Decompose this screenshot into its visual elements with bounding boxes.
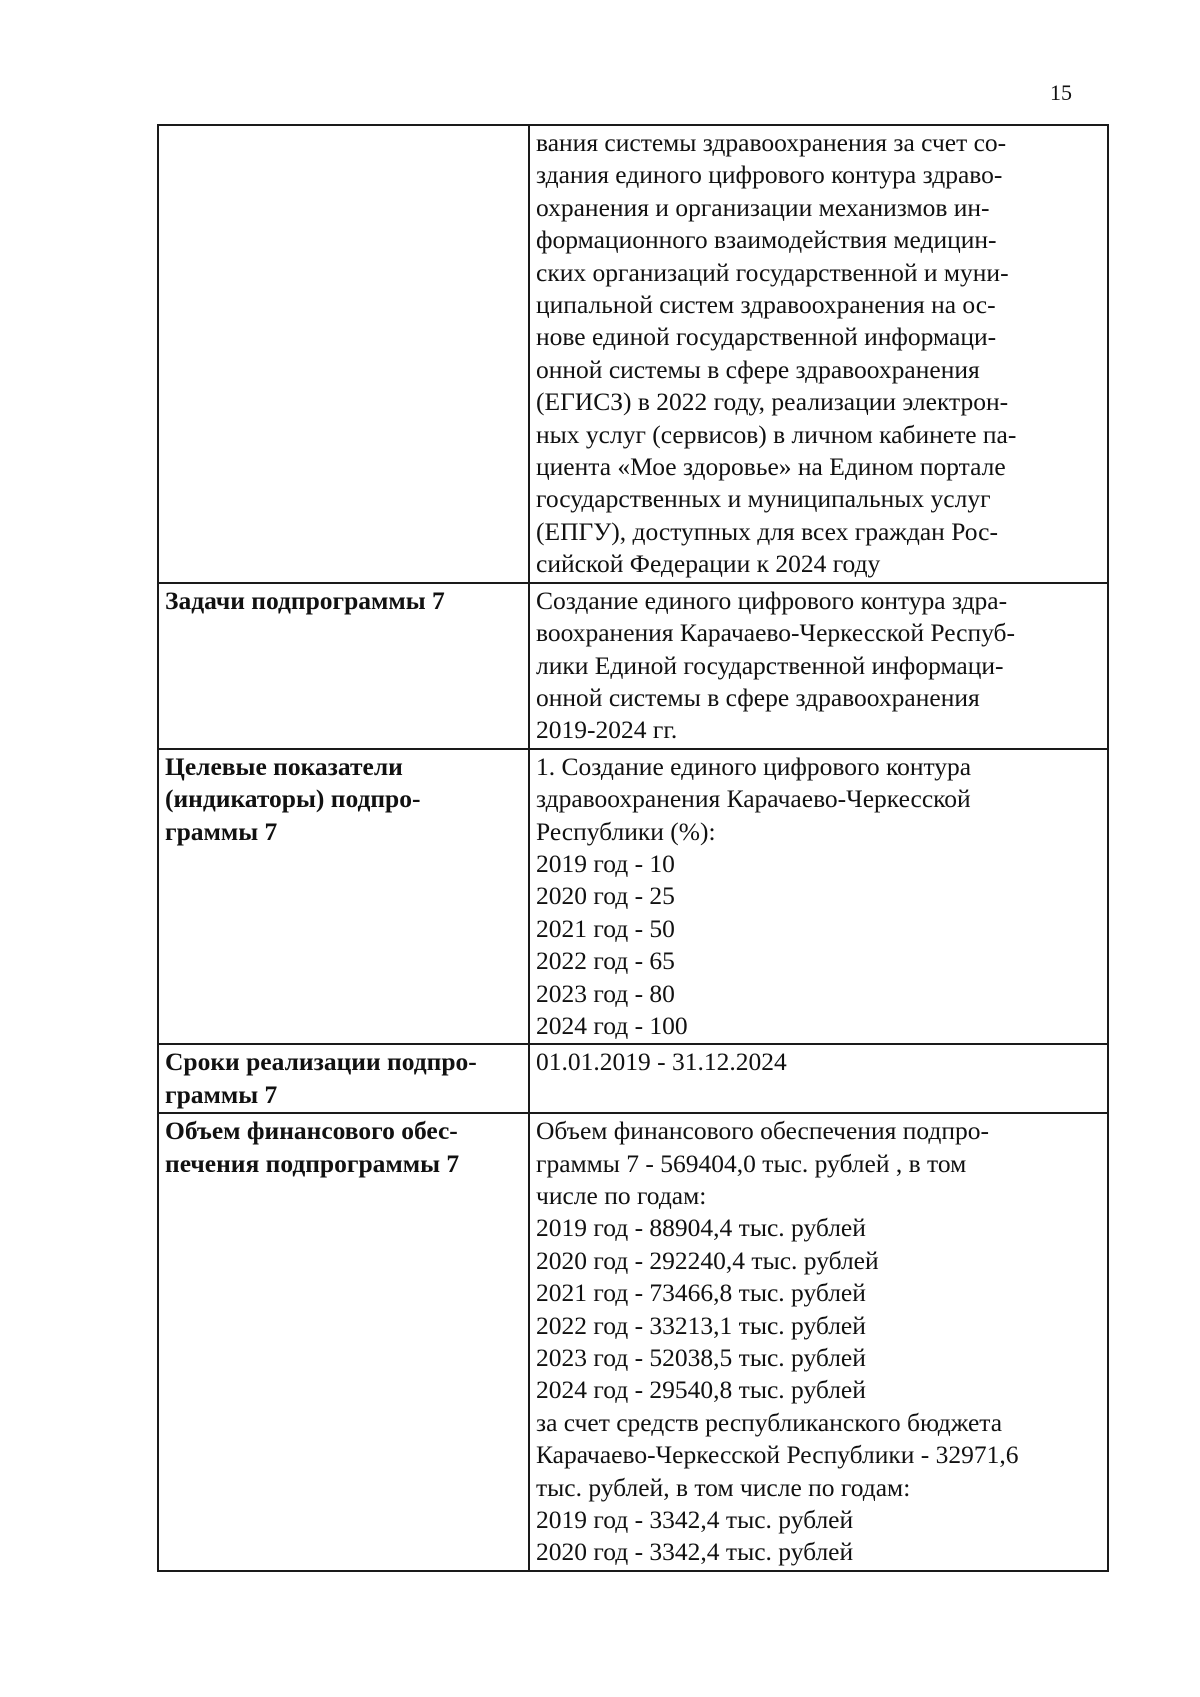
row-value-line: 2022 год - 65	[536, 946, 675, 976]
row-value-line: здравоохранения Карачаево-Черкесской	[536, 784, 971, 814]
row-value-line: нове единой государственной информаци-	[536, 322, 997, 352]
row-label-cell	[158, 1044, 529, 1113]
row-value-line: 2022 год - 33213,1 тыс. рублей	[536, 1310, 866, 1340]
row-value-line: (ЕГИСЗ) в 2022 году, реализации электрон-	[536, 387, 1009, 417]
row-value-line: охранения и организации механизмов ин-	[536, 192, 990, 222]
table-row	[158, 125, 1108, 583]
page-number: 15	[1050, 80, 1072, 105]
row-value-cell	[529, 1044, 1108, 1113]
row-value-line: сийской Федерации к 2024 году	[536, 549, 881, 579]
row-value-line: 1. Создание единого цифрового контура	[536, 751, 972, 781]
row-label-line: Объем финансового обес-	[165, 1116, 458, 1146]
table-row	[158, 583, 1108, 749]
row-value-line: 2023 год - 52038,5 тыс. рублей	[536, 1343, 866, 1373]
row-value-line: Республики (%):	[536, 816, 716, 846]
row-value-line: Объем финансового обеспечения подпро-	[536, 1116, 989, 1146]
row-label-cell	[158, 583, 529, 749]
row-label-line: Целевые показатели	[165, 751, 403, 781]
row-value-line: Создание единого цифрового контура здра-	[536, 585, 1008, 615]
row-value-cell	[529, 583, 1108, 749]
row-value-line: здания единого цифрового контура здраво-	[536, 160, 1003, 190]
row-value-line: лики Единой государственной информаци-	[536, 650, 1004, 680]
row-value-line: 2020 год - 3342,4 тыс. рублей	[536, 1537, 854, 1567]
row-value-line: за счет средств республиканского бюджета	[536, 1407, 1003, 1437]
row-value-line: 2021 год - 73466,8 тыс. рублей	[536, 1278, 866, 1308]
row-value-cell	[529, 749, 1108, 1045]
row-label-cell	[158, 1113, 529, 1571]
row-label-line: Сроки реализации подпро-	[165, 1047, 477, 1077]
row-label-line: Задачи подпрограммы 7	[165, 585, 445, 615]
row-value-line: (ЕПГУ), доступных для всех граждан Рос-	[536, 516, 998, 546]
row-value-line: ных услуг (сервисов) в личном кабинете па-	[536, 419, 1017, 449]
row-value-line: 2019 год - 3342,4 тыс. рублей	[536, 1505, 854, 1535]
row-value-line: Карачаево-Черкесской Республики - 32971,6	[536, 1440, 1019, 1470]
row-value-line: циента «Мое здоровье» на Едином портале	[536, 452, 1006, 482]
row-value-cell	[529, 125, 1108, 583]
table-row	[158, 749, 1108, 1045]
row-value-line: формационного взаимодействия медицин-	[536, 225, 997, 255]
row-value-line: тыс. рублей, в том числе по годам:	[536, 1472, 911, 1502]
row-label-line: граммы 7	[165, 1079, 278, 1109]
subprogram-passport-table	[157, 124, 1109, 1572]
row-value-line: 01.01.2019 - 31.12.2024	[536, 1047, 787, 1077]
row-value-line: 2023 год - 80	[536, 978, 675, 1008]
row-value-line: 2024 год - 100	[536, 1010, 688, 1040]
row-value-line: 2019-2024 гг.	[536, 715, 678, 745]
row-value-line: 2020 год - 292240,4 тыс. рублей	[536, 1245, 879, 1275]
row-value-line: ских организаций государственной и муни-	[536, 257, 1009, 287]
row-value-line: граммы 7 - 569404,0 тыс. рублей , в том	[536, 1148, 967, 1178]
row-label-line: печения подпрограммы 7	[165, 1148, 460, 1178]
row-value-line: 2024 год - 29540,8 тыс. рублей	[536, 1375, 866, 1405]
row-value-line: государственных и муниципальных услуг	[536, 484, 991, 514]
row-value-cell	[529, 1113, 1108, 1571]
row-value-line: 2019 год - 10	[536, 848, 675, 878]
row-value-line: числе по годам:	[536, 1181, 707, 1210]
row-value-line: вания системы здравоохранения за счет со-	[536, 128, 1007, 157]
row-label-cell	[158, 749, 529, 1045]
table-body	[158, 125, 1108, 1571]
row-label-line: (индикаторы) подпро-	[165, 784, 421, 814]
row-value-line: 2019 год - 88904,4 тыс. рублей	[536, 1213, 866, 1243]
row-label-cell	[158, 125, 529, 583]
table-row	[158, 1044, 1108, 1113]
row-value-line: онной системы в сфере здравоохранения	[536, 682, 980, 712]
row-value-line: 2021 год - 50	[536, 913, 675, 943]
row-value-line: воохранения Карачаево-Черкесской Респуб-	[536, 618, 1016, 648]
table-row	[158, 1113, 1108, 1571]
row-value-line: онной системы в сфере здравоохранения	[536, 354, 980, 384]
row-value-line: ципальной систем здравоохранения на ос-	[536, 290, 996, 320]
row-label-line: граммы 7	[165, 816, 278, 846]
row-value-line: 2020 год - 25	[536, 881, 675, 911]
